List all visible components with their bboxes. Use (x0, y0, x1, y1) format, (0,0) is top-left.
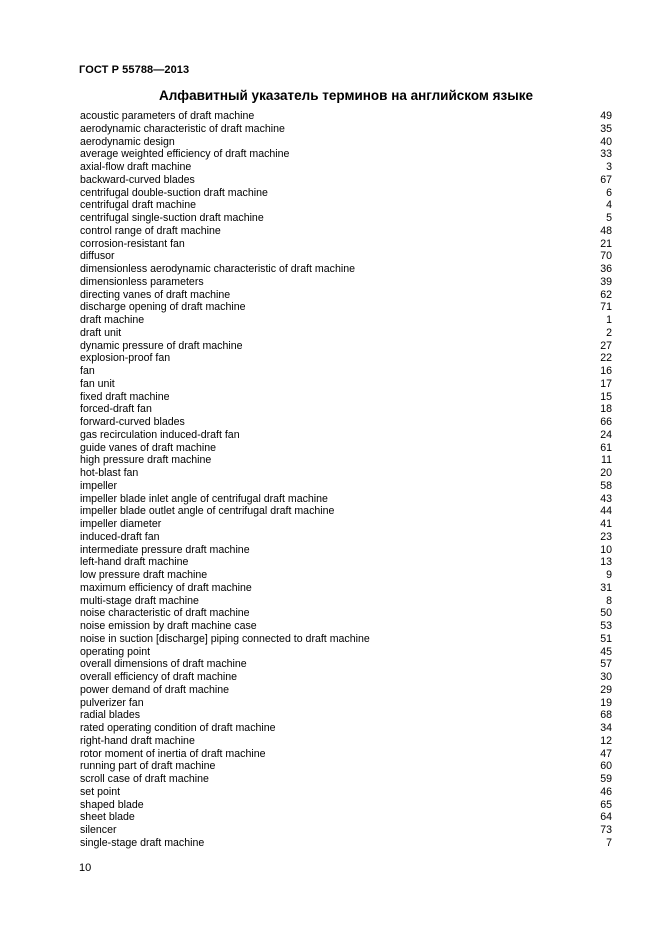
index-entry (80, 811, 612, 824)
entry-number: 61 (600, 441, 612, 454)
entry-term: impeller blade outlet angle of centrifugal draft machine (80, 505, 335, 518)
index-entry (80, 837, 612, 850)
index-entry (80, 378, 612, 391)
entry-term: power demand of draft machine (80, 683, 229, 696)
index-entry (80, 760, 612, 773)
entry-number: 20 (600, 467, 612, 479)
index-entry (80, 646, 612, 659)
entry-number: 65 (600, 798, 612, 811)
index-entry (80, 263, 612, 276)
index-entry (80, 187, 612, 200)
entry-number: 16 (600, 365, 612, 377)
entry-term: fan (80, 365, 95, 377)
entry-term: overall dimensions of draft machine (80, 658, 247, 671)
entry-number: 24 (600, 428, 612, 441)
index-entry (80, 148, 612, 161)
entry-term: fixed draft machine (80, 390, 170, 403)
entry-term: diffusor (80, 250, 115, 263)
index-entry (80, 480, 612, 493)
index-entry (80, 569, 612, 582)
index-entry (80, 633, 612, 646)
entry-number: 9 (606, 569, 612, 581)
index-entry (80, 671, 612, 684)
entry-term: directing vanes of draft machine (80, 288, 231, 301)
entry-number: 30 (600, 671, 612, 683)
entry-number: 34 (600, 722, 612, 734)
index-entry (80, 238, 612, 251)
entry-term: impeller blade inlet angle of centrifugal draft machine (80, 492, 328, 505)
entry-number: 31 (600, 581, 612, 594)
term-index-list (80, 110, 612, 850)
entry-term: sheet blade (80, 811, 135, 824)
entry-term: dimensionless aerodynamic characteristic of draft machine (80, 263, 355, 275)
entry-number: 27 (600, 339, 612, 352)
entry-term: centrifugal double-suction draft machine (80, 186, 268, 199)
index-entry (80, 314, 612, 327)
index-entry (80, 505, 612, 518)
entry-term: noise emission by draft machine case (80, 620, 257, 632)
index-entry (80, 174, 612, 187)
entry-number: 19 (600, 696, 612, 709)
entry-number: 22 (600, 352, 612, 365)
entry-number: 44 (600, 505, 612, 518)
index-entry (80, 467, 612, 480)
index-entry (80, 697, 612, 710)
entry-number: 36 (600, 263, 612, 275)
entry-term: aerodynamic design (80, 135, 175, 148)
entry-term: left-hand draft machine (80, 556, 189, 569)
entry-number: 10 (600, 543, 612, 556)
index-entry (80, 722, 612, 735)
entry-number: 41 (600, 518, 612, 530)
entry-term: impeller (80, 479, 118, 492)
entry-term: running part of draft machine (80, 760, 216, 773)
entry-term: explosion-proof fan (80, 352, 171, 365)
index-entry (80, 161, 612, 174)
entry-term: low pressure draft machine (80, 569, 208, 581)
page-number: 10 (79, 862, 92, 874)
entry-number: 29 (600, 683, 612, 696)
entry-number: 73 (600, 824, 612, 836)
entry-number: 64 (600, 811, 612, 824)
index-entry (80, 595, 612, 608)
entry-number: 15 (600, 390, 612, 403)
entry-term: aerodynamic characteristic of draft machine (80, 122, 285, 135)
entry-number: 68 (600, 709, 612, 722)
index-entry (80, 340, 612, 353)
index-entry (80, 327, 612, 340)
entry-term: impeller diameter (80, 518, 162, 530)
entry-number: 57 (600, 658, 612, 671)
entry-number: 35 (600, 122, 612, 135)
entry-term: centrifugal draft machine (80, 199, 197, 212)
entry-term: rotor moment of inertia of draft machine (80, 747, 266, 760)
entry-term: multi-stage draft machine (80, 594, 199, 607)
entry-number: 46 (600, 785, 612, 798)
index-entry (80, 301, 612, 314)
standard-code-header: ГОСТ Р 55788—2013 (79, 64, 190, 76)
entry-number: 11 (601, 454, 612, 467)
index-entry (80, 442, 612, 455)
entry-term: noise in suction [discharge] piping connected to draft machine (80, 632, 370, 645)
entry-number: 3 (606, 161, 612, 173)
index-entry (80, 199, 612, 212)
entry-term: scroll case of draft machine (80, 773, 209, 785)
index-entry (80, 658, 612, 671)
entry-number: 66 (600, 416, 612, 428)
entry-term: draft unit (80, 326, 122, 339)
index-entry (80, 544, 612, 557)
index-entry (80, 531, 612, 544)
index-entry (80, 748, 612, 761)
entry-number: 60 (600, 760, 612, 773)
entry-term: discharge opening of draft machine (80, 301, 246, 314)
index-entry (80, 136, 612, 149)
entry-number: 59 (600, 773, 612, 785)
entry-number: 51 (600, 632, 612, 645)
entry-term: control range of draft machine (80, 224, 221, 237)
entry-term: acoustic parameters of draft machine (80, 110, 255, 122)
entry-number: 5 (606, 212, 612, 224)
entry-number: 70 (600, 250, 612, 263)
entry-number: 18 (600, 403, 612, 416)
entry-term: induced-draft fan (80, 530, 160, 543)
entry-number: 17 (600, 377, 612, 390)
entry-term: overall efficiency of draft machine (80, 671, 238, 683)
index-entry (80, 289, 612, 302)
entry-term: backward-curved blades (80, 173, 195, 186)
entry-term: forward-curved blades (80, 416, 185, 428)
entry-term: draft machine (80, 314, 145, 326)
entry-term: intermediate pressure draft machine (80, 543, 250, 556)
entry-term: axial-flow draft machine (80, 161, 192, 173)
index-entry (80, 429, 612, 442)
entry-number: 40 (600, 135, 612, 148)
entry-term: right-hand draft machine (80, 734, 195, 747)
index-entry (80, 276, 612, 289)
entry-term: hot-blast fan (80, 467, 139, 479)
entry-number: 39 (600, 275, 612, 288)
index-entry (80, 391, 612, 404)
entry-term: high pressure draft machine (80, 454, 212, 467)
entry-term: operating point (80, 645, 151, 658)
index-entry (80, 582, 612, 595)
entry-number: 4 (606, 199, 612, 212)
entry-term: pulverizer fan (80, 696, 144, 709)
entry-number: 62 (600, 288, 612, 301)
entry-term: shaped blade (80, 798, 144, 811)
index-entry (80, 225, 612, 238)
entry-term: average weighted efficiency of draft machine (80, 148, 290, 161)
index-entry (80, 123, 612, 136)
entry-number: 48 (600, 224, 612, 237)
index-entry (80, 352, 612, 365)
entry-term: dimensionless parameters (80, 275, 204, 288)
index-entry (80, 493, 612, 506)
entry-term: single-stage draft machine (80, 836, 205, 849)
entry-number: 67 (600, 173, 612, 186)
index-entry (80, 416, 612, 429)
entry-number: 43 (600, 492, 612, 505)
index-entry (80, 518, 612, 531)
index-entry (80, 799, 612, 812)
entry-number: 71 (600, 301, 612, 314)
entry-term: radial blades (80, 709, 141, 722)
entry-number: 13 (600, 556, 612, 569)
entry-term: dynamic pressure of draft machine (80, 339, 243, 352)
entry-number: 1 (606, 314, 612, 326)
index-entry (80, 110, 612, 123)
entry-term: forced-draft fan (80, 403, 152, 416)
entry-term: maximum efficiency of draft machine (80, 581, 252, 594)
entry-number: 45 (600, 645, 612, 658)
entry-number: 49 (600, 110, 612, 122)
entry-number: 2 (606, 326, 612, 339)
entry-term: rated operating condition of draft machine (80, 722, 276, 734)
entry-term: corrosion-resistant fan (80, 237, 185, 250)
index-entry (80, 684, 612, 697)
entry-number: 6 (606, 186, 612, 199)
entry-number: 21 (600, 237, 612, 250)
index-entry (80, 365, 612, 378)
index-entry (80, 250, 612, 263)
entry-number: 58 (600, 479, 612, 492)
entry-term: silencer (80, 824, 117, 836)
entry-number: 47 (600, 747, 612, 760)
index-entry (80, 556, 612, 569)
index-entry (80, 454, 612, 467)
index-title: Алфавитный указатель терминов на английском языке (158, 88, 534, 103)
entry-term: gas recirculation induced-draft fan (80, 428, 240, 441)
entry-term: centrifugal single-suction draft machine (80, 212, 264, 224)
index-entry (80, 735, 612, 748)
entry-number: 7 (606, 836, 612, 849)
entry-number: 53 (600, 620, 612, 632)
entry-term: guide vanes of draft machine (80, 441, 217, 454)
index-entry (80, 824, 612, 837)
entry-number: 50 (600, 607, 612, 620)
index-entry (80, 620, 612, 633)
entry-number: 8 (606, 594, 612, 607)
entry-number: 12 (600, 734, 612, 747)
entry-term: set point (80, 785, 121, 798)
index-entry (80, 403, 612, 416)
index-entry (80, 607, 612, 620)
entry-number: 23 (600, 530, 612, 543)
index-entry (80, 709, 612, 722)
entry-number: 33 (600, 148, 612, 161)
index-entry (80, 786, 612, 799)
entry-term: noise characteristic of draft machine (80, 607, 250, 620)
entry-term: fan unit (80, 377, 115, 390)
index-entry (80, 773, 612, 786)
index-entry (80, 212, 612, 225)
